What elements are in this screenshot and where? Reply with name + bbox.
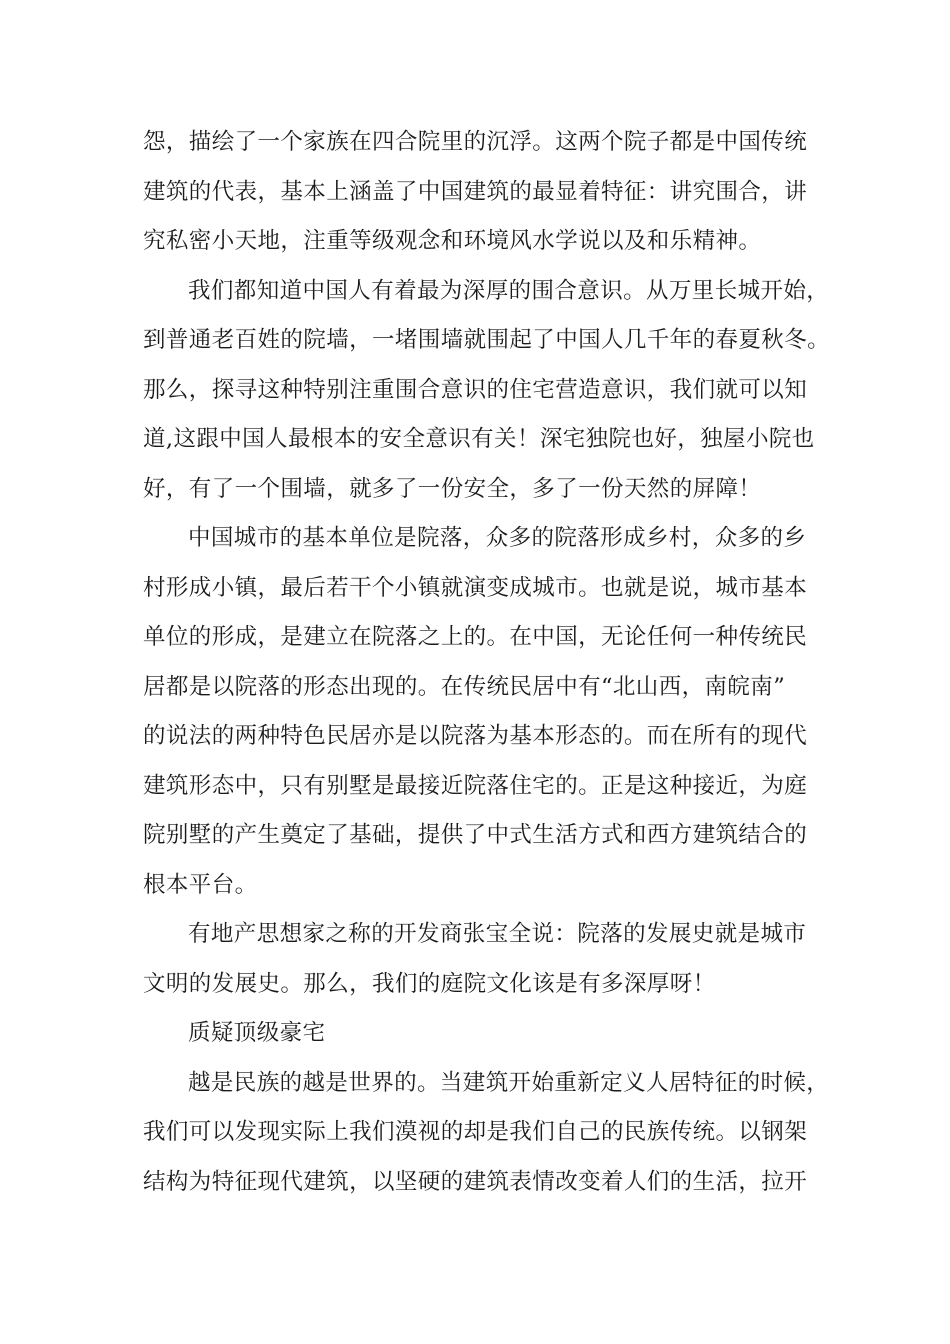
text-line: 院别墅的产生奠定了基础，提供了中式生活方式和西方建筑结合的	[143, 822, 808, 848]
text-line: 怨，描绘了一个家族在四合院里的沉浮。这两个院子都是中国传统	[143, 129, 808, 155]
text-line: 文明的发展史。那么，我们的庭院文化该是有多深厚呀！	[143, 971, 716, 997]
paragraph-first-line: 越是民族的越是世界的。当建筑开始重新定义人居特征的时候，	[188, 1070, 830, 1096]
text-line: 结构为特征现代建筑，以坚硬的建筑表情改变着人们的生活，拉开	[143, 1169, 808, 1195]
paragraph-first-line: 中国城市的基本单位是院落，众多的院落形成乡村，众多的乡	[188, 525, 807, 551]
paragraph-first-line: 有地产思想家之称的开发商张宝全说：院落的发展史就是城市	[188, 921, 807, 947]
text-line: 我们可以发现实际上我们漠视的却是我们自己的民族传统。以钢架	[143, 1119, 808, 1145]
text-line: 单位的形成，是建立在院落之上的。在中国，无论任何一种传统民	[143, 624, 808, 650]
text-line: 究私密小天地，注重等级观念和环境风水学说以及和乐精神。	[143, 228, 762, 254]
text-line: 好，有了一个围墙，就多了一份安全，多了一份天然的屏障！	[143, 476, 762, 502]
text-line: 根本平台。	[143, 872, 258, 898]
text-line: 到普通老百姓的院墙，一堵围墙就围起了中国人几千年的春夏秋冬。	[143, 327, 831, 353]
paragraph-first-line: 我们都知道中国人有着最为深厚的围合意识。从万里长城开始，	[188, 278, 830, 304]
text-line: 村形成小镇，最后若干个小镇就演变成城市。也就是说，城市基本	[143, 575, 808, 601]
text-line: 建筑的代表，基本上涵盖了中国建筑的最显着特征：讲究围合，讲	[143, 179, 808, 205]
text-line: 居都是以院落的形态出现的。在传统民居中有“北山西，南皖南”	[143, 674, 786, 700]
text-line: 的说法的两种特色民居亦是以院落为基本形态的。而在所有的现代	[143, 723, 808, 749]
section-heading: 质疑顶级豪宅	[188, 1020, 326, 1046]
text-line: 道,这跟中国人最根本的安全意识有关！深宅独院也好，独屋小院也	[143, 426, 815, 452]
text-line: 那么，探寻这种特别注重围合意识的住宅营造意识，我们就可以知	[143, 377, 808, 403]
text-line: 建筑形态中，只有别墅是最接近院落住宅的。正是这种接近，为庭	[143, 773, 808, 799]
